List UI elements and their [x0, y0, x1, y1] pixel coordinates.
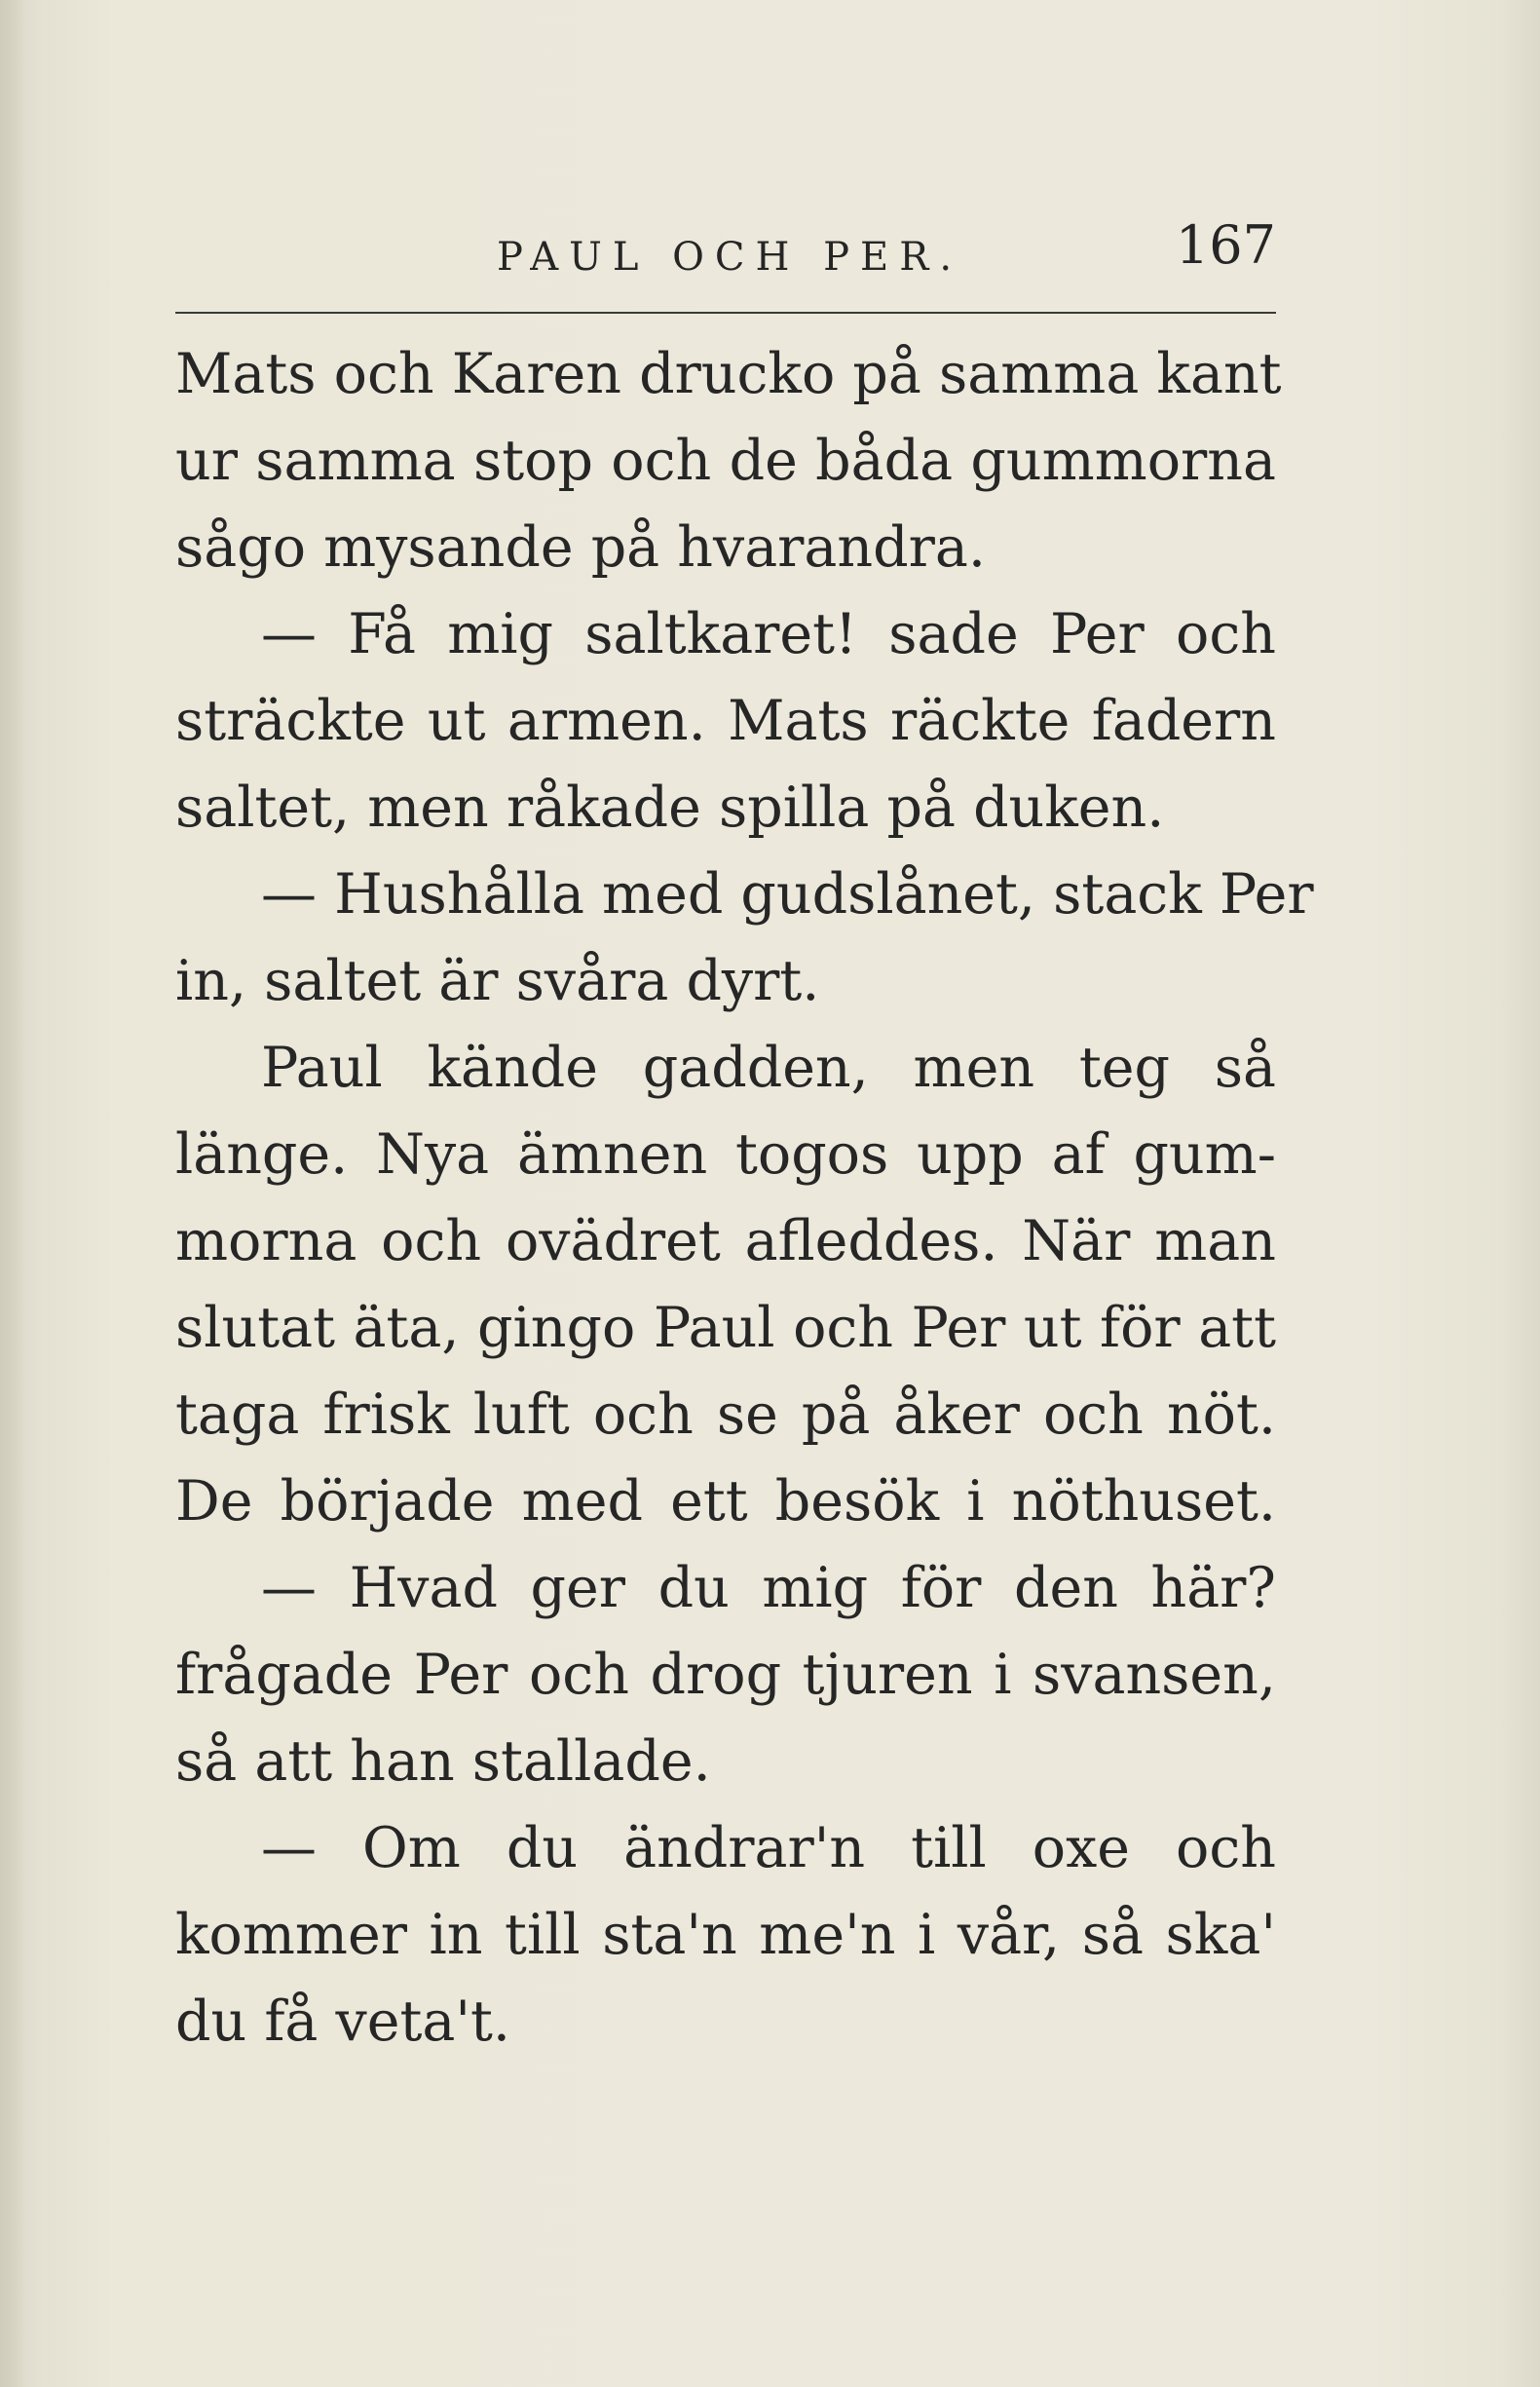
text-line: De började med ett besök i nöthuset. — [175, 1469, 1276, 1534]
text-line: — Hvad ger du mig för den här? — [261, 1556, 1276, 1620]
text-line: in, saltet är svåra dyrt. — [175, 949, 820, 1013]
text-line: kommer in till sta'n me'n i vår, så ska' — [175, 1903, 1276, 1967]
text-line: Mats och Karen drucko på samma kant — [175, 342, 1282, 406]
text-line: morna och ovädret afleddes. När man — [175, 1209, 1276, 1273]
text-line: taga frisk luft och se på åker och nöt. — [175, 1383, 1276, 1447]
page-number: 167 — [1175, 214, 1276, 276]
text-line: — Om du ändrar'n till oxe och — [261, 1816, 1276, 1880]
text-line: ur samma stop och de båda gummorna — [175, 429, 1276, 493]
page-header — [175, 209, 1276, 317]
text-line: du få veta't. — [175, 1989, 511, 2054]
text-line: sågo mysande på hvarandra. — [175, 515, 986, 580]
text-line: så att han stallade. — [175, 1729, 711, 1794]
text-line: frågade Per och drog tjuren i svansen, — [175, 1643, 1276, 1707]
text-line: sträckte ut armen. Mats räckte fadern — [175, 689, 1276, 753]
text-line: saltet, men råkade spilla på duken. — [175, 776, 1165, 840]
text-line: — Få mig saltkaret! sade Per och — [261, 602, 1276, 666]
text-line: länge. Nya ämnen togos upp af gum- — [175, 1122, 1276, 1187]
header-rule — [175, 312, 1276, 314]
running-title: PAUL OCH PER. — [497, 235, 963, 280]
text-line: slutat äta, gingo Paul och Per ut för att — [175, 1296, 1276, 1360]
page-gutter-shadow — [0, 0, 25, 2387]
text-line: — Hushålla med gudslånet, stack Per — [261, 862, 1314, 927]
text-line: Paul kände gadden, men teg så — [261, 1036, 1276, 1100]
page-body — [175, 331, 1314, 2065]
